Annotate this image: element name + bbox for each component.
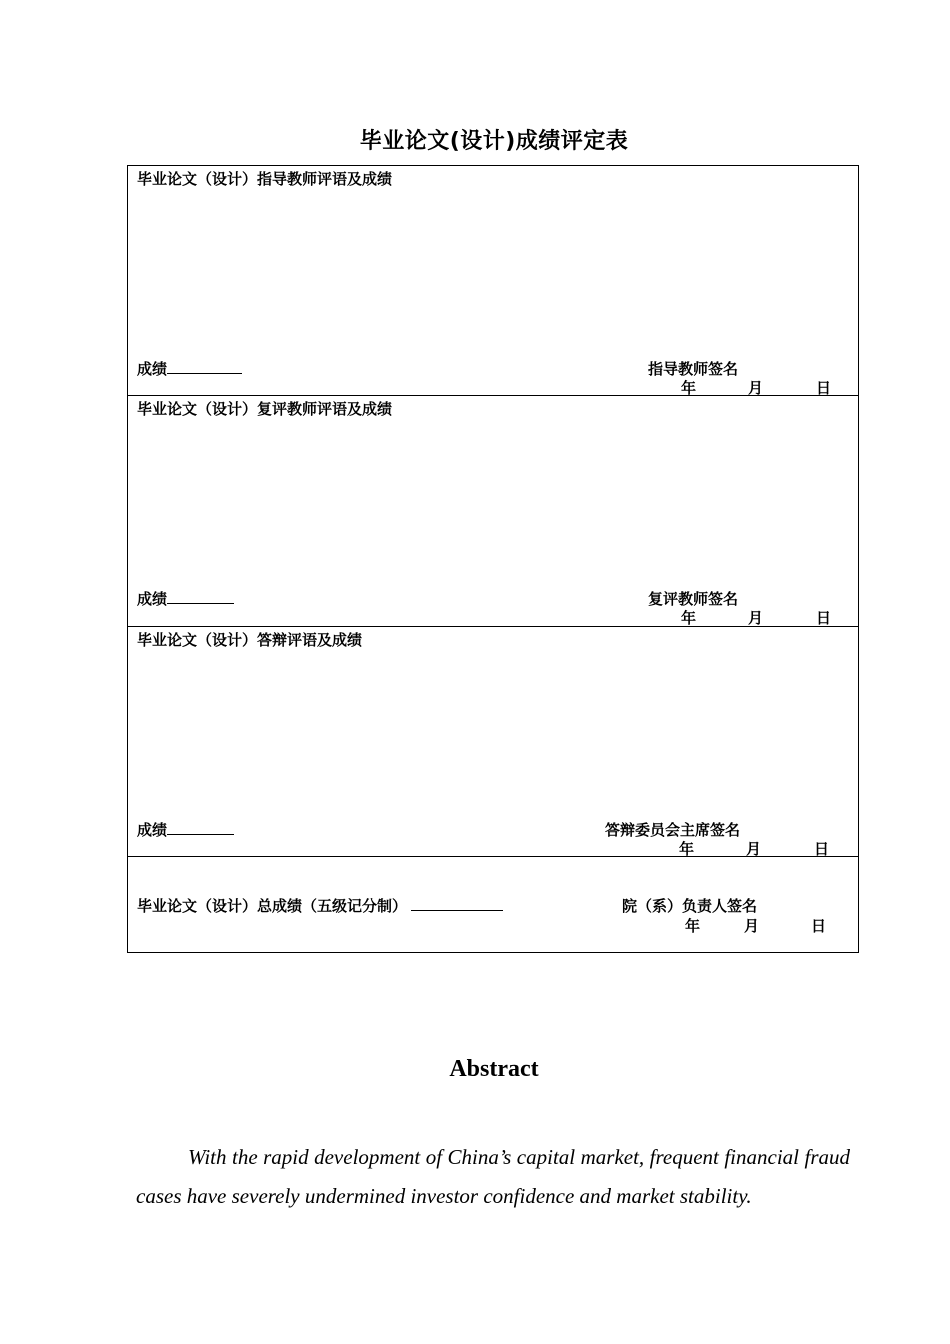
signature-label: 答辩委员会主席签名 xyxy=(605,821,741,839)
year-label: 年 xyxy=(681,379,697,397)
advisor-comment-section xyxy=(128,166,858,396)
year-label: 年 xyxy=(679,840,695,858)
grade-label: 成绩 xyxy=(137,821,168,839)
year-label: 年 xyxy=(681,609,697,627)
final-grade-blank[interactable] xyxy=(411,896,503,911)
section-heading: 毕业论文（设计）答辩评语及成绩 xyxy=(137,631,363,649)
abstract-heading: Abstract xyxy=(449,1056,539,1082)
grade-evaluation-table xyxy=(127,165,859,953)
signature-label: 指导教师签名 xyxy=(648,360,739,378)
grade-blank[interactable] xyxy=(167,820,234,835)
grade-label: 成绩 xyxy=(137,590,168,608)
abstract-paragraph: With the rapid development of China’s capital market, frequent financial fraud cases have severely undermined investor confidence and market stability. xyxy=(136,1145,850,1208)
final-grade-section xyxy=(128,857,858,952)
reviewer-comment-section xyxy=(128,396,858,627)
grade-blank[interactable] xyxy=(167,359,242,374)
day-label: 日 xyxy=(811,917,827,935)
year-label: 年 xyxy=(685,917,701,935)
grade-field xyxy=(137,588,234,609)
defense-comment-section xyxy=(128,627,858,857)
signature-label: 院（系）负责人签名 xyxy=(622,897,758,915)
final-grade-field xyxy=(137,895,503,916)
day-label: 日 xyxy=(816,609,832,627)
final-grade-label: 毕业论文（设计）总成绩（五级记分制） xyxy=(137,897,408,915)
form-title: 毕业论文(设计)成绩评定表 xyxy=(359,129,629,154)
grade-blank[interactable] xyxy=(167,589,234,604)
section-heading: 毕业论文（设计）复评教师评语及成绩 xyxy=(137,400,393,418)
section-heading: 毕业论文（设计）指导教师评语及成绩 xyxy=(137,170,393,188)
grade-label: 成绩 xyxy=(137,360,168,378)
day-label: 日 xyxy=(816,379,832,397)
month-label: 月 xyxy=(748,609,764,627)
month-label: 月 xyxy=(746,840,762,858)
month-label: 月 xyxy=(744,917,760,935)
signature-label: 复评教师签名 xyxy=(648,590,739,608)
grade-field xyxy=(137,358,242,379)
grade-field xyxy=(137,819,234,840)
month-label: 月 xyxy=(748,379,764,397)
day-label: 日 xyxy=(814,840,830,858)
